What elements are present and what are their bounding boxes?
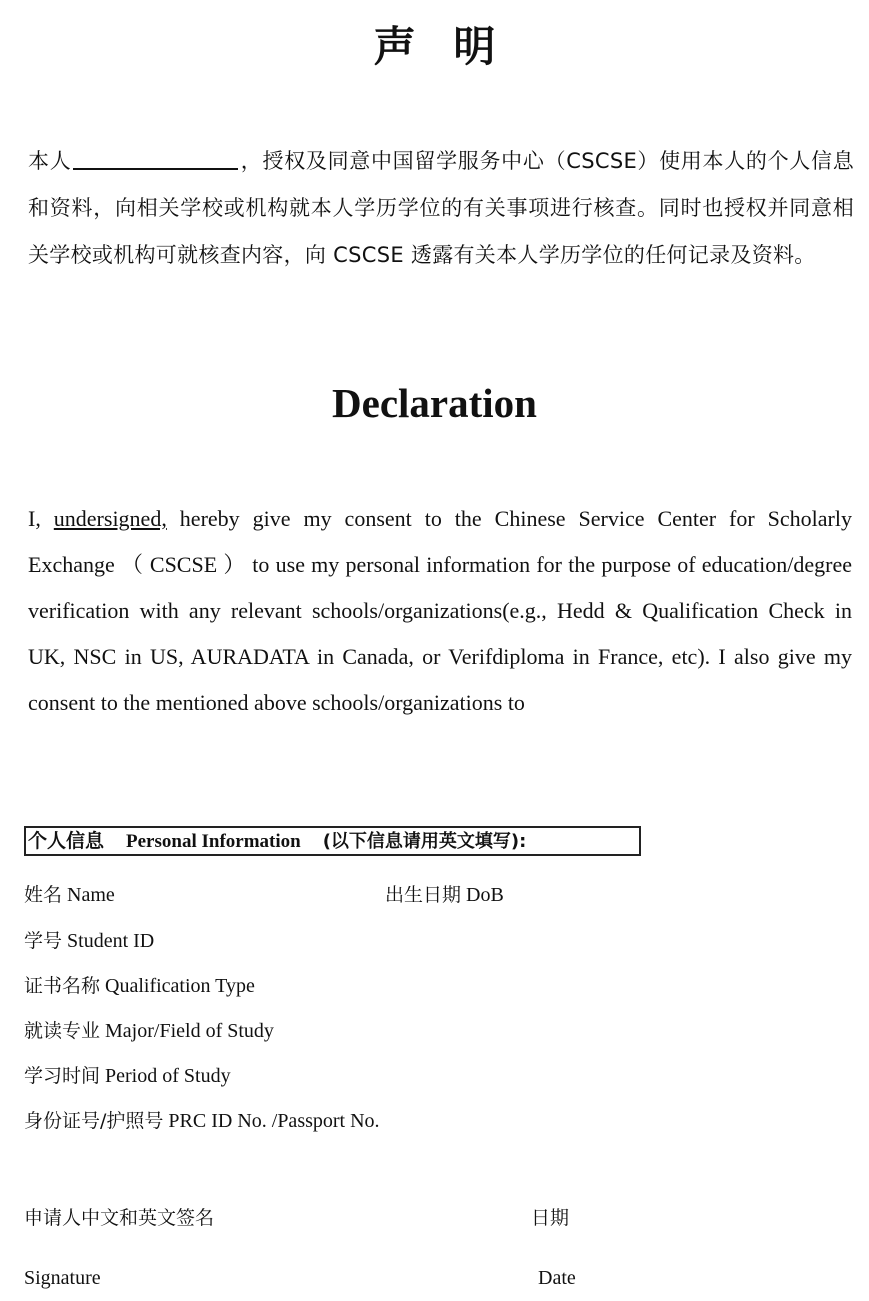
- field-period-of-study: 学习时间 Period of Study: [24, 1065, 231, 1087]
- info-header-note: (以下信息请用英文填写):: [322, 831, 527, 852]
- field-name: 姓名 Name: [24, 884, 115, 906]
- personal-info-header: [24, 826, 641, 856]
- field-id-passport: 身份证号/护照号 PRC ID No. /Passport No.: [24, 1110, 380, 1132]
- info-header-en: Personal Information: [126, 831, 301, 852]
- info-header-cn: 个人信息: [28, 830, 105, 852]
- page-title-chinese: 声明: [373, 22, 534, 71]
- field-major: 就读专业 Major/Field of Study: [24, 1020, 274, 1042]
- en-paragraph-body: hereby give my consent to the Chinese Service Center for Scholarly Exchange （ CSCSE ） to use my personal information for the purpose of education/degree verification with any relevant schools/organizations(e.g., Hedd & Qualification Check in UK, NSC in US, AURADATA in Canada, or Verifdiploma in France, etc). I also give my consent to the mentioned above schools/organizations to: [28, 506, 852, 715]
- cn-paragraph-body: ，授权及同意中国留学服务中心（CSCSE）使用本人的个人信息和资料，向相关学校或机构就本人学历学位的有关事项进行核查。同时也授权并同意相关学校或机构可就核查内容，向 CSCSE 透露有关本人学历学位的任何记录及资料。: [28, 149, 854, 267]
- signature-label-cn: 申请人中文和英文签名: [24, 1207, 215, 1229]
- field-student-id: 学号 Student ID: [24, 930, 155, 952]
- english-consent-paragraph: [28, 496, 852, 726]
- en-paragraph-lead: I,: [28, 506, 54, 531]
- page-title-english: Declaration: [332, 380, 537, 426]
- chinese-consent-paragraph: [28, 138, 854, 279]
- signature-label-en: Signature: [24, 1267, 101, 1289]
- date-label-en: Date: [538, 1267, 576, 1289]
- en-paragraph-underlined: undersigned,: [53, 506, 167, 531]
- date-label-cn: 日期: [531, 1207, 570, 1229]
- field-dob: 出生日期 DoB: [385, 884, 504, 906]
- field-qualification-type: 证书名称 Qualification Type: [24, 975, 255, 997]
- name-blank-line[interactable]: [73, 146, 238, 170]
- cn-paragraph-lead: 本人: [28, 149, 72, 173]
